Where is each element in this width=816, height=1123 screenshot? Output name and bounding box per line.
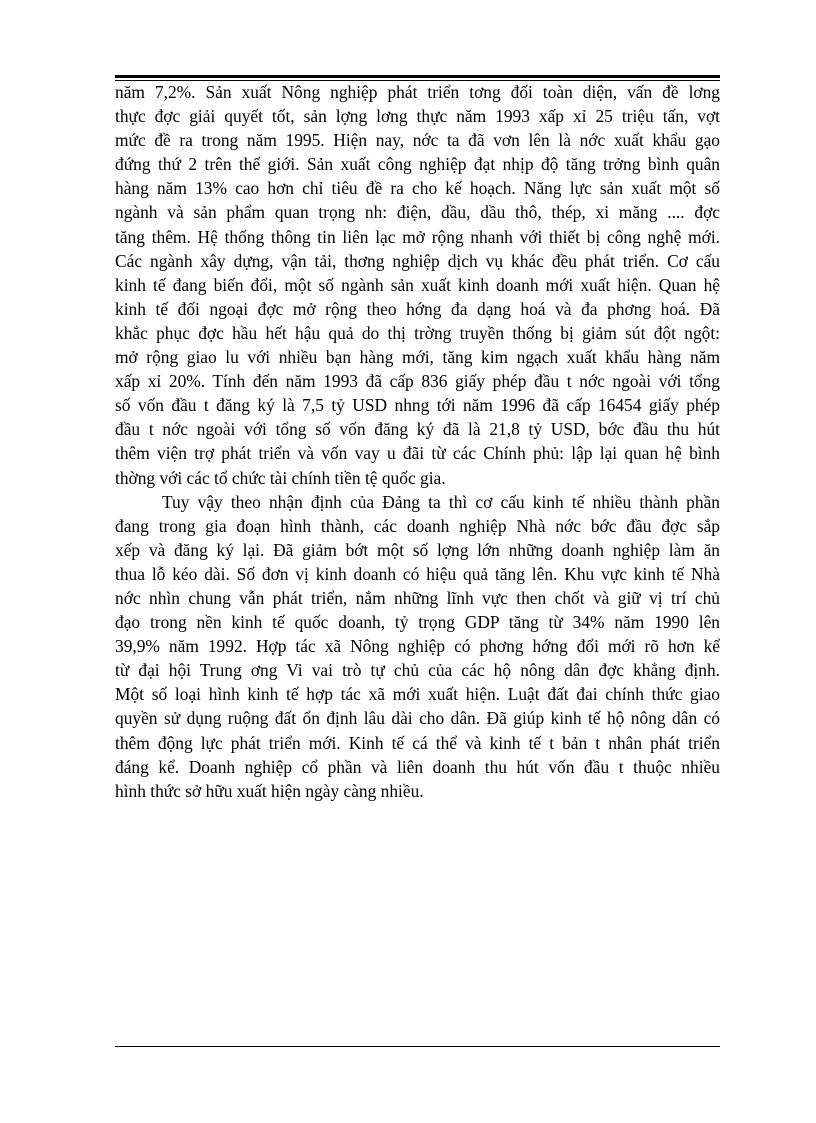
text-line: từ đại hội Trung ơng Vi vai trò tự chủ của các hộ nông dân đợc khẳng định.	[115, 660, 720, 681]
text-line: thờng với các tổ chức tài chính tiền tệ quốc gia.	[115, 467, 446, 488]
text-line: tăng thêm. Hệ thống thông tin liên lạc mở rộng nhanh với thiết bị công nghệ mới.	[115, 226, 720, 247]
text-line: kinh tế đối ngoại đợc mở rộng theo hớng đa dạng hoá và đa phơng hoá. Đã	[115, 298, 720, 319]
text-line: thua lỗ kéo dài. Số đơn vị kinh doanh có hiệu quả tăng lên. Khu vực kinh tế Nhà	[115, 563, 720, 584]
text-line: ngành và sản phẩm quan trọng nh: điện, dầu, dầu thô, thép, xi măng .... đợc	[115, 202, 720, 223]
text-line: hàng năm 13% cao hơn chỉ tiêu đề ra cho kế hoạch. Năng lực sản xuất một số	[115, 178, 720, 199]
text-line: thực đợc giải quyết tốt, sản lợng lơng thực năm 1993 xấp xỉ 25 triệu tấn, vợt	[115, 106, 720, 127]
text-line: đáng kể. Doanh nghiệp cổ phần và liên doanh thu hút vốn đầu t thuộc nhiều	[115, 756, 720, 777]
text-line: năm 7,2%. Sản xuất Nông nghiệp phát triển tơng đối toàn diện, vấn đề lơng	[115, 82, 720, 102]
text-line: thêm viện trợ phát triển và vốn vay u đãi từ các Chính phủ: lập lại quan hệ bình	[115, 443, 720, 464]
text-line-first	[115, 490, 720, 514]
text-line: mở rộng giao lu với nhiều bạn hàng mới, tăng kim ngạch xuất khẩu hàng năm	[115, 347, 720, 368]
text-line: quyền sử dụng ruộng đất ổn định lâu dài cho dân. Đã giúp kinh tế hộ nông dân có	[115, 708, 720, 729]
paragraph-1	[115, 80, 720, 490]
text-line: 39,9% năm 1992. Hợp tác xã Nông nghiệp có phơng hớng đổi mới rõ hơn kể	[115, 636, 720, 657]
text-line: Các ngành xây dựng, vận tải, thơng nghiệp dịch vụ khác đều phát triển. Cơ cấu	[115, 250, 720, 271]
header-rule-thick	[115, 75, 720, 78]
text-line: kinh tế đang biến đổi, một số ngành sản xuất kinh doanh mới xuất hiện. Quan hệ	[115, 274, 720, 295]
footer-rule	[115, 1046, 720, 1047]
paragraph-2	[115, 490, 720, 803]
text-line: đang trong gia đoạn hình thành, các doanh nghiệp Nhà nớc bớc đầu đợc sắp	[115, 515, 720, 536]
text-line-content: Tuy vậy theo nhận định của Đảng ta thì cơ cấu kinh tế nhiều thành phần	[162, 491, 720, 512]
text-line: xếp và đăng ký lại. Đã giảm bớt một số lợng lớn những doanh nghiệp làm ăn	[115, 539, 720, 560]
text-line: mức đề ra trong năm 1995. Hiện nay, nớc ta đã vơn lên là nớc xuất khẩu gạo	[115, 130, 720, 151]
text-line: xấp xỉ 20%. Tính đến năm 1993 đã cấp 836 giấy phép đầu t nớc ngoài với tổng	[115, 371, 720, 392]
text-line: đạo trong nền kinh tế quốc doanh, tỷ trọng GDP tăng từ 34% năm 1990 lên	[115, 612, 720, 633]
text-line: đầu t nớc ngoài với tổng số vốn đăng ký đã là 21,8 tỷ USD, bớc đầu thu hút	[115, 419, 720, 440]
body-text	[115, 80, 720, 803]
text-line: khắc phục đợc hầu hết hậu quả do thị trờng truyền thống bị giảm sút đột ngột:	[115, 322, 720, 343]
text-line: đứng thứ 2 trên thế giới. Sản xuất công nghiệp đạt nhịp độ tăng trởng bình quân	[115, 154, 720, 175]
text-line: số vốn đầu t đăng ký là 7,5 tỷ USD nhng tới năm 1996 đã cấp 16454 giấy phép	[115, 395, 720, 416]
text-line: Một số loại hình kinh tế hợp tác xã mới xuất hiện. Luật đất đai chính thức giao	[115, 684, 720, 705]
text-line: thêm động lực phát triển mới. Kinh tế cá thể và kinh tế t bản t nhân phát triển	[115, 732, 720, 753]
text-line: hình thức sở hữu xuất hiện ngày càng nhiều.	[115, 780, 424, 801]
text-line: nớc nhìn chung vẫn phát triển, nắm những lĩnh vực then chốt và giữ vị trí chủ	[115, 587, 720, 608]
